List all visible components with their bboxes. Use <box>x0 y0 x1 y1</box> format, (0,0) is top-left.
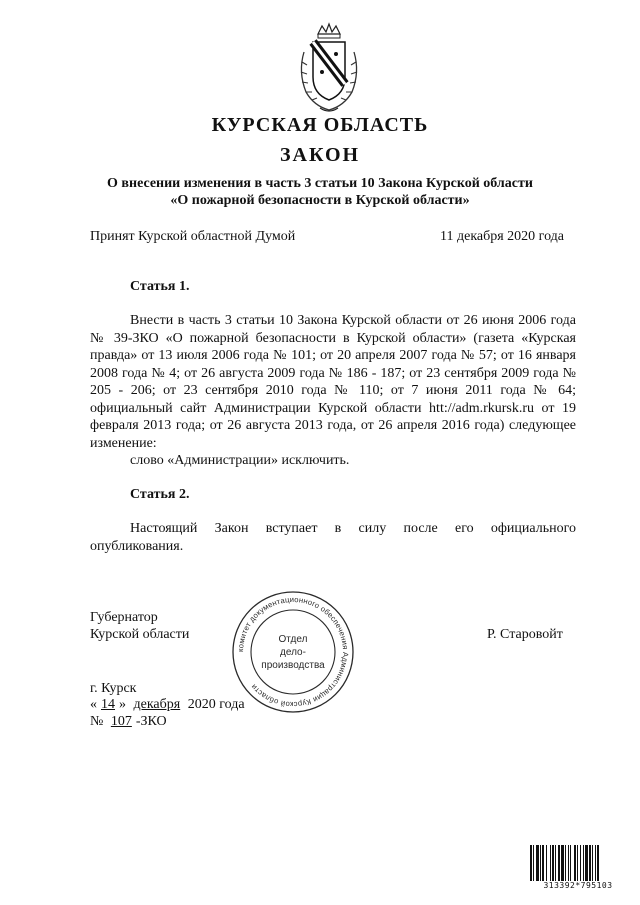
date-year: 2020 года <box>187 697 245 712</box>
article-1-body <box>90 312 576 470</box>
article-1-heading: Статья 1. <box>130 279 190 294</box>
place-of-signing: г. Курск <box>90 681 137 696</box>
article-2-paragraph: Настоящий Закон вступает в силу после его официального опубликования. <box>90 521 576 554</box>
date-day: 14 <box>101 697 115 712</box>
coat-of-arms-emblem <box>296 22 362 114</box>
date-month: декабря <box>133 697 181 712</box>
law-number-value: 107 <box>110 714 132 729</box>
office-stamp <box>231 590 355 714</box>
stamp-center-line-2: дело- <box>280 647 306 658</box>
stamp-center-line-3: производства <box>261 660 325 671</box>
date-close-quote: » <box>119 697 126 712</box>
signatory-title-line-1: Губернатор <box>90 610 158 625</box>
law-subtitle-line-1: О внесении изменения в часть 3 статьи 10 Закона Курской области <box>107 176 533 191</box>
document-region-title: КУРСКАЯ ОБЛАСТЬ <box>211 114 429 136</box>
article-1-paragraph: Внести в часть 3 статьи 10 Закона Курской области от 26 июня 2006 года № 39-ЗКО «О пожарной безопасности в Курской области» (газета «Курская правда» от 13 июля 2006 года № 101; от 20 апреля 2007 года № 57; от 16 января 2008 года № 4; от 26 августа 2009 года № 186 - 187; от 23 сентября 2009 года № 205 - 206; от 23 сентября 2010 года № 110; от 7 июня 2011 года № 64; официальный сайт Администрации Курской области htt://adm.rkursk.ru от 19 февраля 2013 года; от 26 августа 2013 года, от 26 апреля 2016 года) следующее изменение: <box>90 313 576 451</box>
law-subtitle-line-2: «О пожарной безопасности в Курской области» <box>170 193 470 208</box>
barcode <box>530 845 626 881</box>
law-number-suffix: -ЗКО <box>135 714 167 729</box>
article-2-heading: Статья 2. <box>130 487 190 502</box>
article-1-change: слово «Администрации» исключить. <box>130 453 350 468</box>
signatory-title-line-2: Курской области <box>90 627 190 642</box>
stamp-center-line-1: Отдел <box>278 634 308 645</box>
barcode-number: 313392*795103 <box>543 881 613 890</box>
law-number-prefix: № <box>90 714 104 729</box>
law-number <box>90 714 167 730</box>
date-open-quote: « <box>90 697 97 712</box>
document-kind-title: ЗАКОН <box>279 144 361 166</box>
svg-text:комитет документационного обес: комитет документационного обеспечения Администрации Курской области <box>235 594 351 710</box>
adoption-date: 11 декабря 2020 года <box>440 229 565 244</box>
signatory-name: Р. Старовойт <box>487 627 563 642</box>
adopted-by-text: Принят Курской областной Думой <box>90 229 296 244</box>
signing-date <box>90 697 245 713</box>
